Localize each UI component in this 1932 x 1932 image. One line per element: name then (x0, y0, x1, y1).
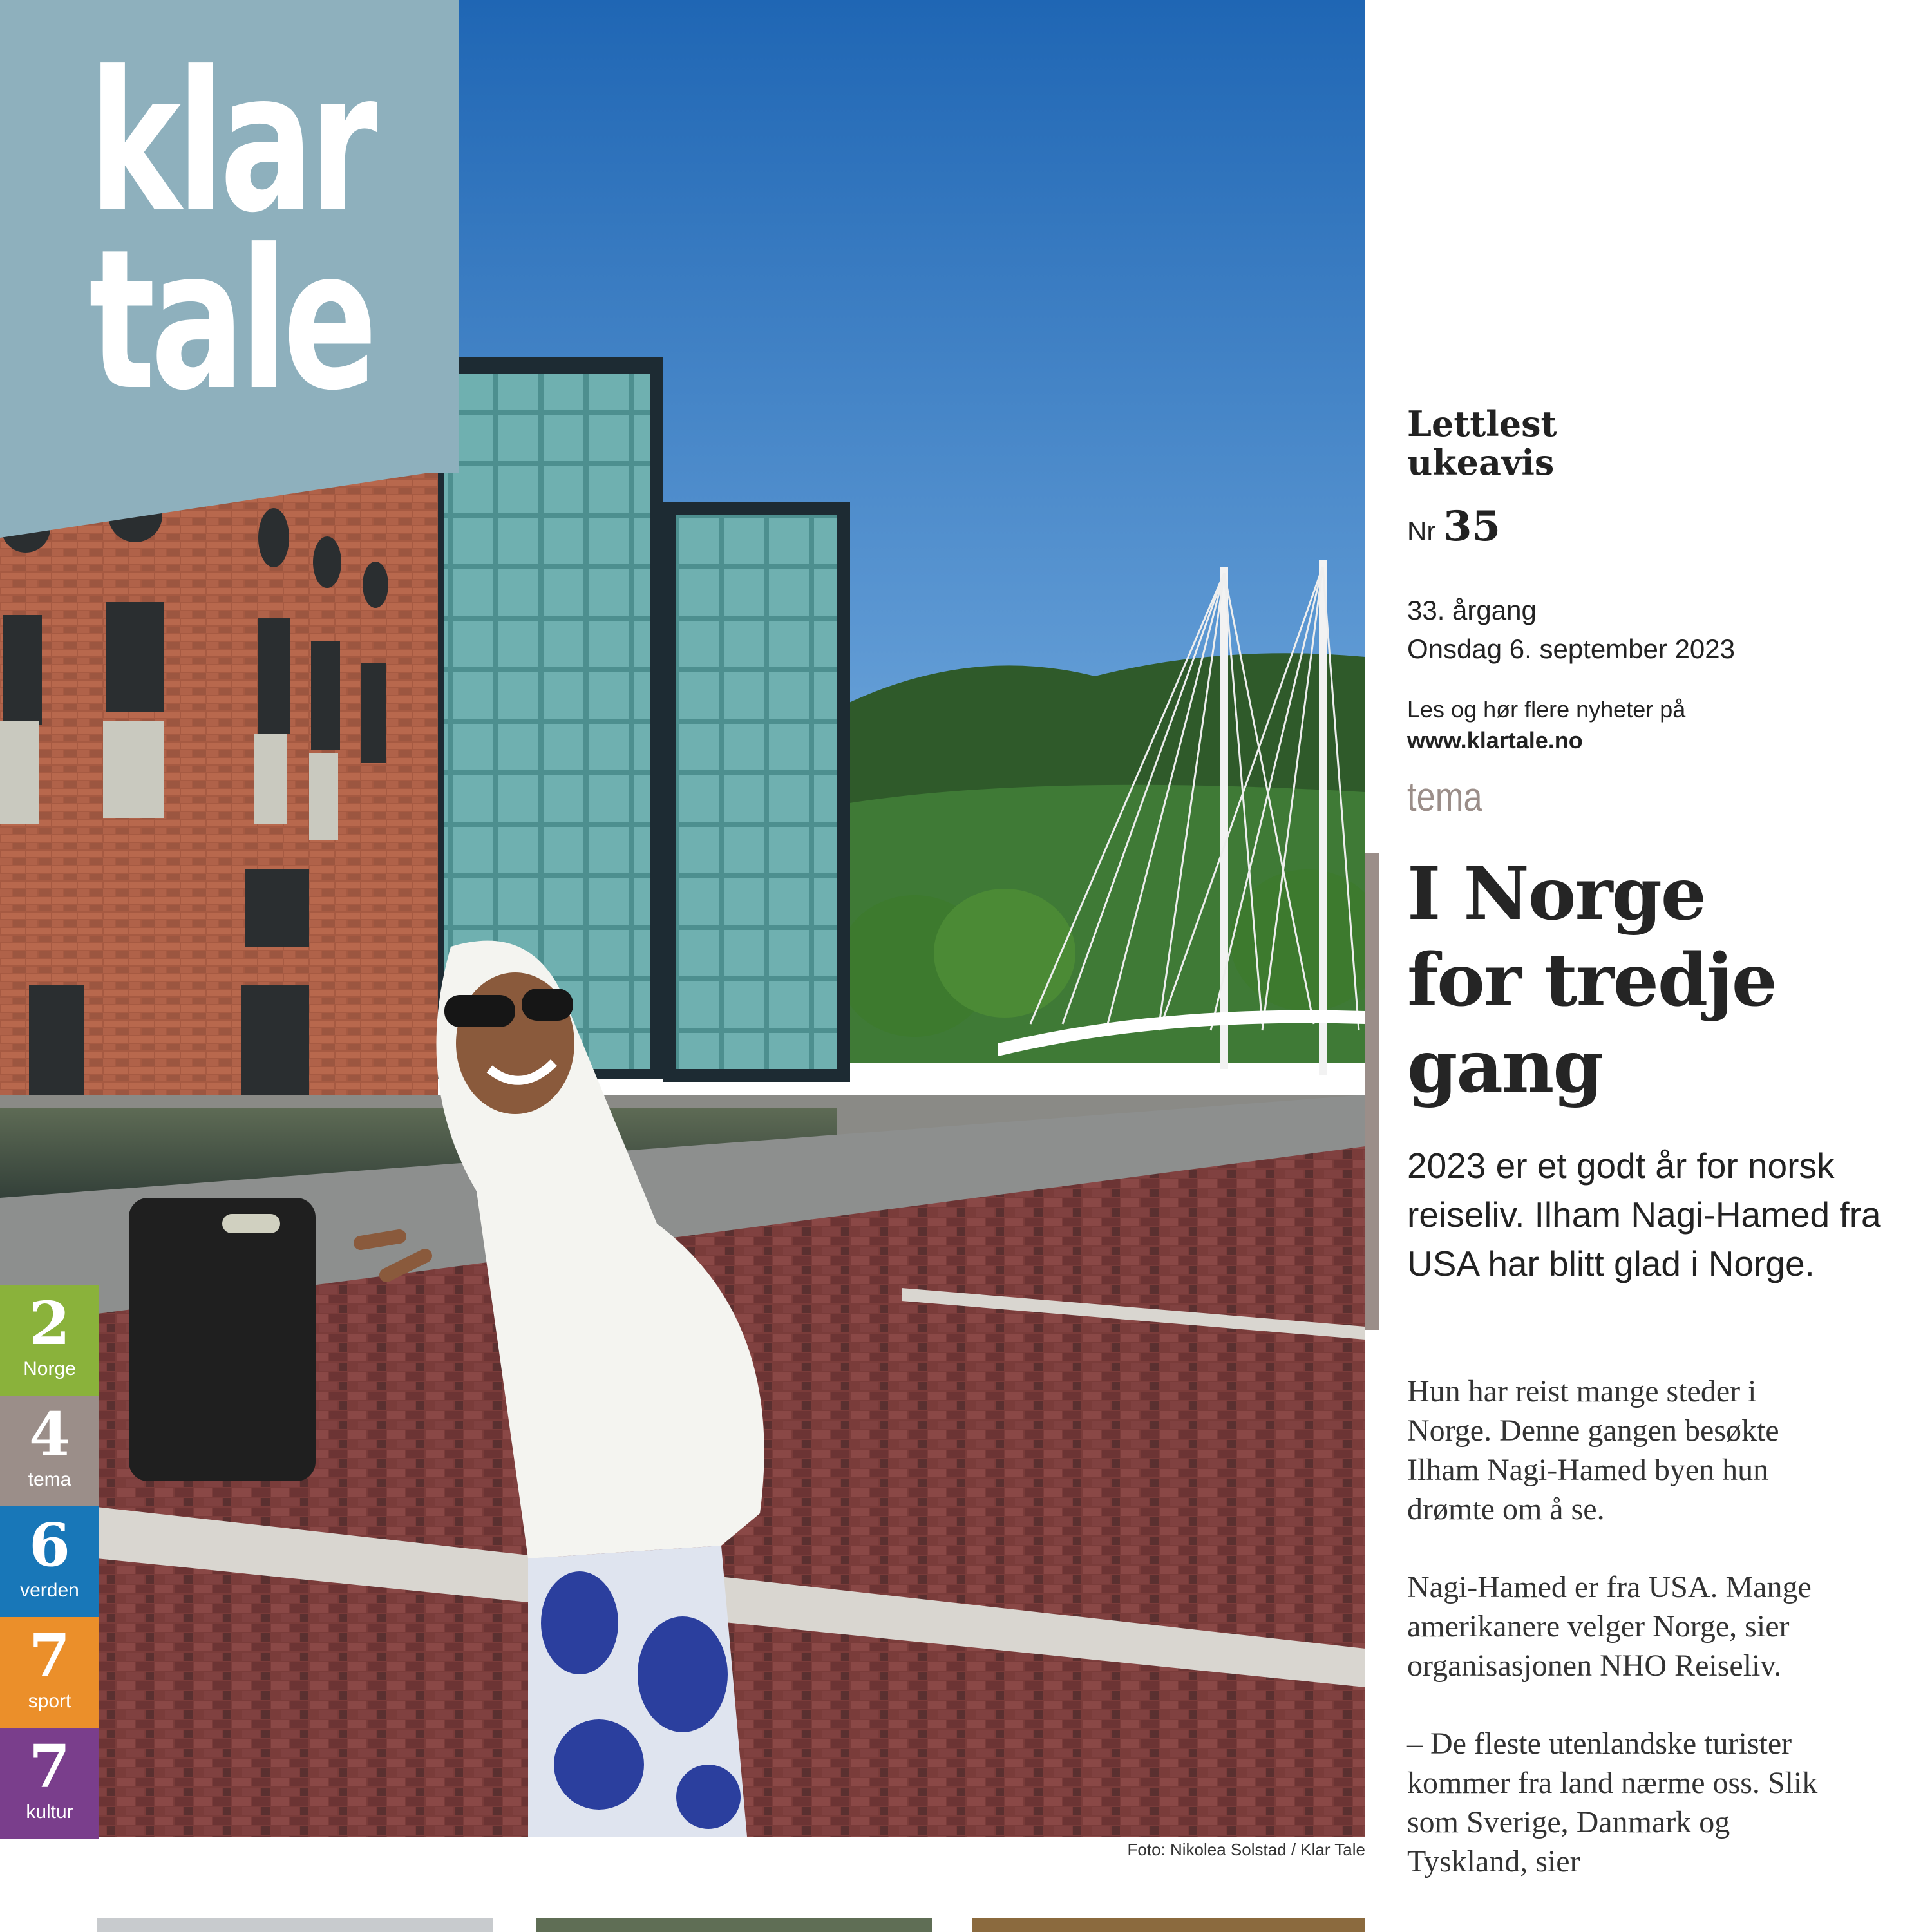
tab-kultur[interactable] (0, 1728, 99, 1839)
issue-value: 35 (1443, 502, 1501, 551)
tab-verden[interactable] (0, 1506, 99, 1617)
tagline: Lettlest ukeavis (1407, 403, 1557, 483)
teaser-thumbnail[interactable] (536, 1918, 932, 1932)
tab-norge[interactable] (0, 1285, 99, 1396)
web-promo (1407, 694, 1916, 756)
tab-page-number: 2 (28, 1289, 70, 1358)
tab-tema[interactable] (0, 1396, 99, 1506)
tab-label: Norge (23, 1358, 76, 1379)
issue-prefix: Nr (1407, 516, 1436, 546)
body-paragraph: Hun har reist mange steder i Norge. Denne gangen besøkte Ilham Nagi-Hamed byen hun drømte om å se. (1407, 1374, 1779, 1526)
tab-sport[interactable] (0, 1617, 99, 1728)
article-body (1407, 1372, 1819, 1920)
tab-page-number: 6 (28, 1510, 70, 1580)
tab-page-number: 7 (28, 1732, 70, 1801)
lead-paragraph: 2023 er et godt år for norsk reiseliv. Ilham Nagi-Hamed fra USA har blitt glad i Norge. (1407, 1146, 1881, 1283)
body-paragraph: Nagi-Hamed er fra USA. Mange amerikanere velger Norge, sier organisasjonen NHO Reiseliv. (1407, 1570, 1812, 1683)
web-promo-text: Les og hør flere nyheter på (1407, 696, 1686, 723)
masthead-tail (0, 473, 425, 538)
teaser-thumbnail[interactable] (97, 1918, 493, 1932)
tab-label: kultur (26, 1801, 73, 1823)
photo-credit: Foto: Nikolea Solstad / Klar Tale (1127, 1840, 1365, 1859)
issue-meta (1407, 591, 1916, 668)
masthead[interactable] (0, 0, 459, 473)
tab-label: verden (20, 1580, 79, 1601)
logo-line-2: tale (89, 208, 373, 433)
issue-number (1407, 502, 1916, 551)
accent-bar (1365, 853, 1379, 1330)
logo-line-1: klar (89, 30, 374, 255)
tab-label: tema (28, 1469, 71, 1490)
tab-page-number: 7 (28, 1621, 70, 1690)
teaser-thumbnail[interactable] (972, 1918, 1365, 1932)
volume: 33. årgang (1407, 595, 1537, 625)
headline[interactable]: I Norge for tredje gang (1407, 852, 1776, 1109)
web-link[interactable]: www.klartale.no (1407, 727, 1583, 753)
tab-page-number: 4 (28, 1399, 70, 1469)
tab-label: sport (28, 1690, 71, 1712)
section-label: tema (1407, 773, 1482, 820)
body-paragraph: – De fleste utenlandske turister kommer fra land nærme oss. Slik som Sverige, Danmark og Tyskland, sier (1407, 1727, 1818, 1879)
issue-date: Onsdag 6. september 2023 (1407, 634, 1736, 664)
